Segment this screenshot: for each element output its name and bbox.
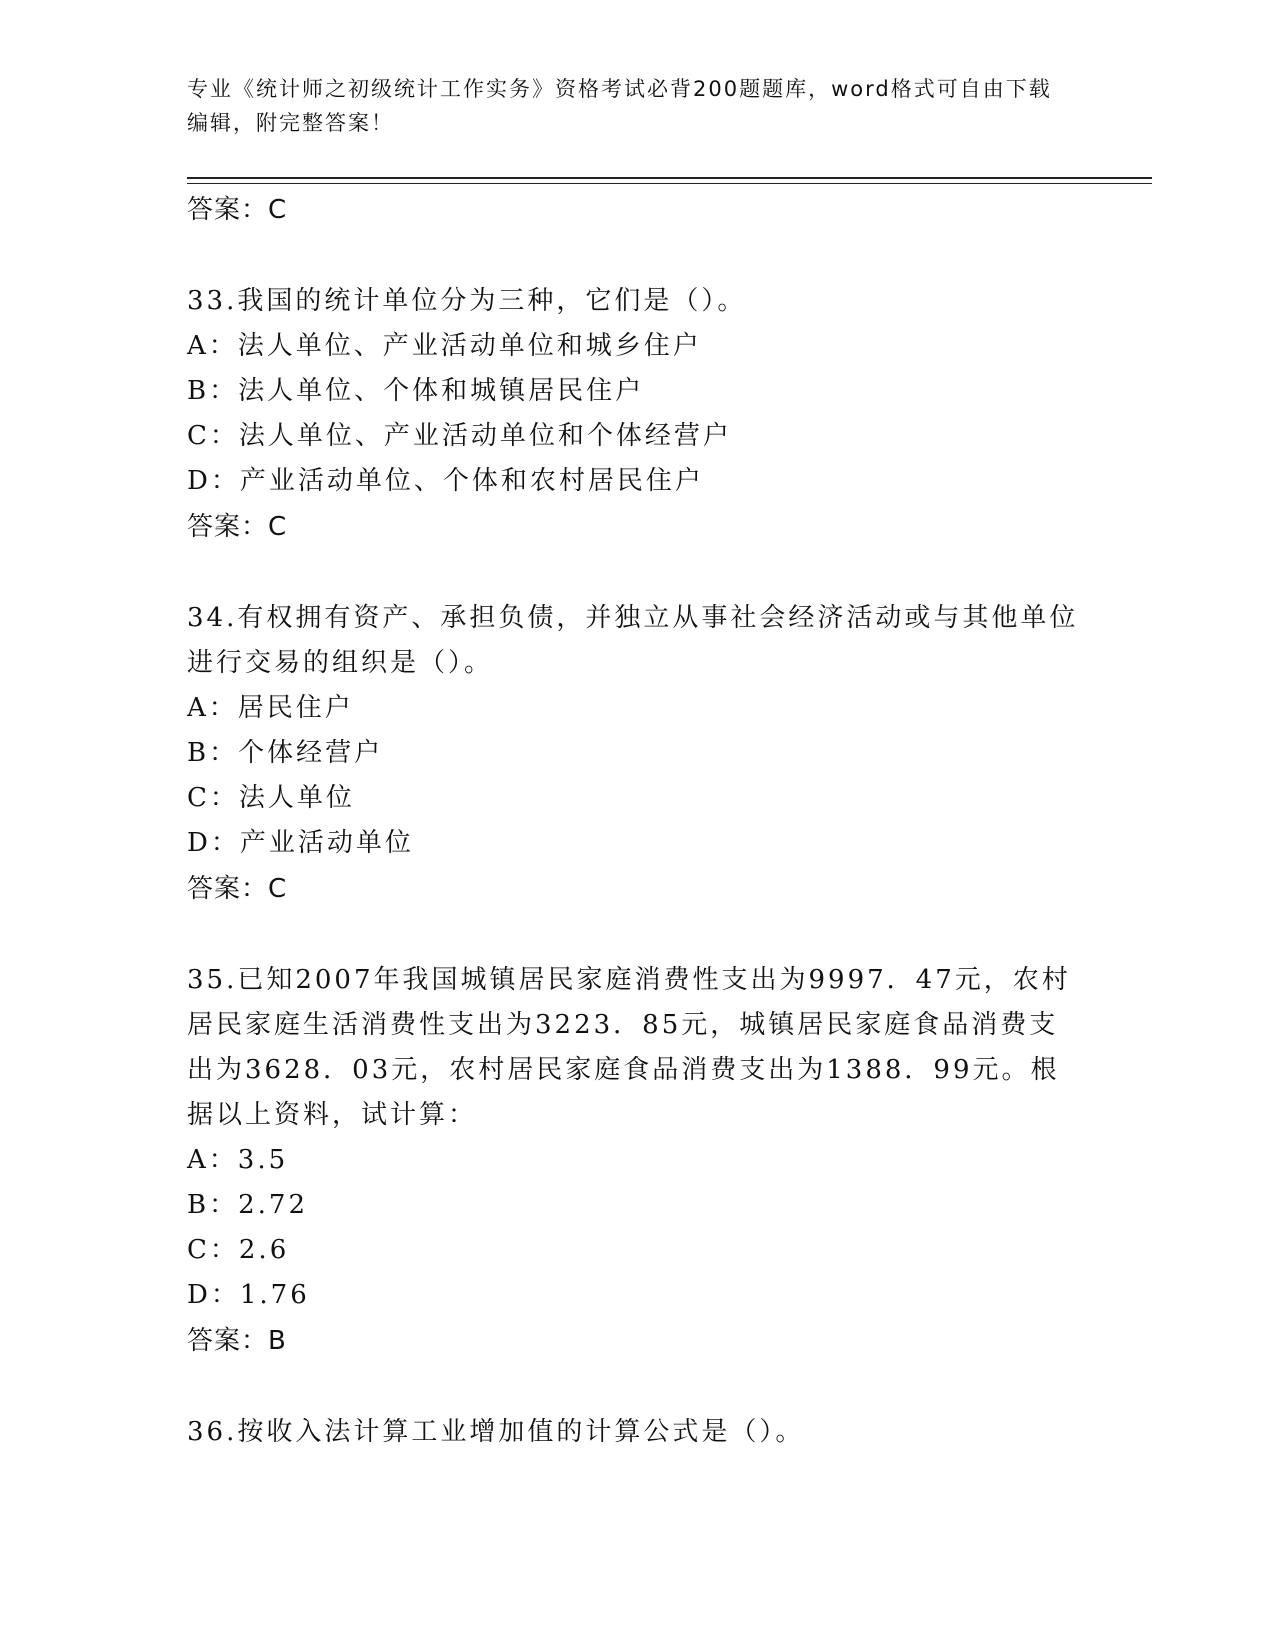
option-a: A：3.5 xyxy=(187,1145,289,1175)
question-stem: 34.有权拥有资产、承担负债，并独立从事社会经济活动或与其他单位进行交易的组织是（）。 xyxy=(187,603,1079,678)
answer: 答案：C xyxy=(187,512,288,542)
page-header: 专业《统计师之初级统计工作实务》资格考试必背200题题库，word格式可自由下载编辑，附完整答案！ xyxy=(187,77,1052,135)
option-c: C：2.6 xyxy=(187,1235,290,1265)
spacer xyxy=(187,912,1087,958)
question-36 xyxy=(187,1410,1087,1455)
question-35 xyxy=(187,958,1087,1364)
spacer xyxy=(187,233,1087,279)
option-b: B：2.72 xyxy=(187,1190,308,1220)
spacer xyxy=(187,1364,1087,1410)
spacer xyxy=(187,550,1087,596)
question-33 xyxy=(187,279,1087,550)
answer: 答案：B xyxy=(187,1326,287,1356)
option-d: D：产业活动单位 xyxy=(187,828,414,858)
header-rule-thick xyxy=(187,177,1152,179)
option-b: B：个体经营户 xyxy=(187,738,384,768)
option-d: D：1.76 xyxy=(187,1280,310,1310)
option-a: A：法人单位、产业活动单位和城乡住户 xyxy=(187,331,702,361)
question-stem: 35.已知2007年我国城镇居民家庭消费性支出为9997．47元，农村居民家庭生活消费性支出为3223．85元，城镇居民家庭食品消费支出为3628．03元，农村居民家庭食品消费支出为1388．99元。根据以上资料，试计算： xyxy=(187,965,1071,1130)
question-34 xyxy=(187,596,1087,912)
option-d: D：产业活动单位、个体和农村居民住户 xyxy=(187,466,704,496)
option-a: A：居民住户 xyxy=(187,693,354,723)
content xyxy=(187,187,1087,1455)
answer: 答案：C xyxy=(187,874,288,904)
option-c: C：法人单位、产业活动单位和个体经营户 xyxy=(187,421,732,451)
option-b: B：法人单位、个体和城镇居民住户 xyxy=(187,376,645,406)
question-stem: 36.按收入法计算工业增加值的计算公式是（）。 xyxy=(187,1417,805,1447)
previous-answer: 答案：C xyxy=(187,195,288,225)
option-c: C：法人单位 xyxy=(187,783,355,813)
question-stem: 33.我国的统计单位分为三种，它们是（）。 xyxy=(187,286,747,316)
header-rule-thin xyxy=(187,183,1152,184)
